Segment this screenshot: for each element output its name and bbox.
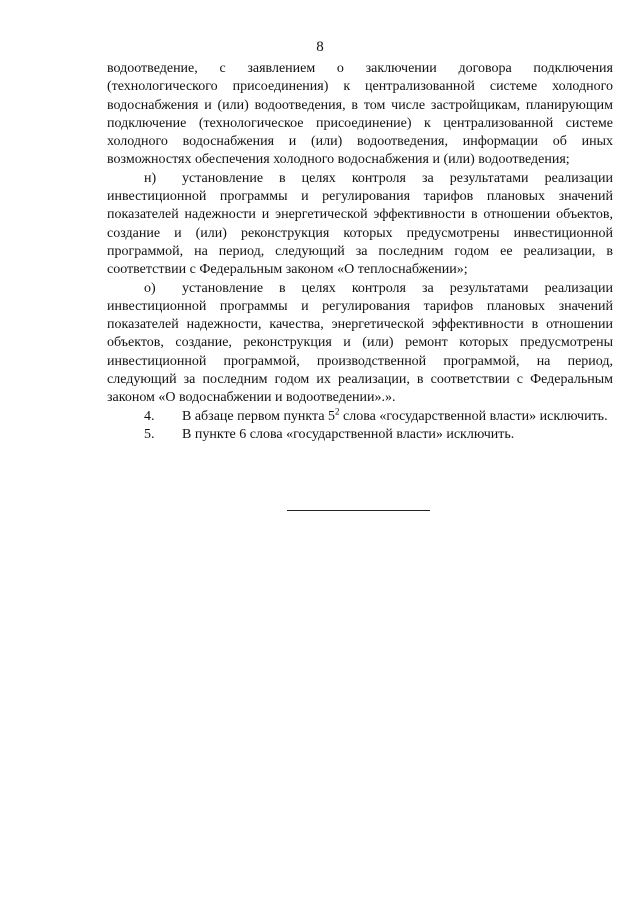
paragraph-continuation: водоотведение, с заявлением о заключении договора подключения (технологического присоединения) к централизованной системе холодного водоснабжения и (или) водоотведения, в том числе застройщикам, планирующим подключение (технологическое присоединение) к централизованной системе холодного водоснабжения и (или) водоотведения, информации об иных возможностях обеспечения холодного водоснабжения и (или) водоотведения; bbox=[107, 61, 613, 168]
item-4-text-after: слова «государственной власти» исключить. bbox=[339, 408, 608, 424]
paragraph-item-4 bbox=[107, 405, 613, 426]
item-4-marker: 4. bbox=[144, 408, 155, 424]
item-n-marker: н) bbox=[144, 170, 157, 186]
end-of-document-rule bbox=[287, 510, 430, 511]
item-o-text: установление в целях контроля за результатами реализации инвестиционной программы и регулирования тарифов плановых значений показателей надежности, качества, энергетической эффективности в отношении объектов, создание, реконструкция и (или) ремонт которых предусмотрены инвестиционной программой, производственной программой, на период, следующий за последним годом их реализации, в соответствии с Федеральным законом «О водоснабжении и водоотведении».». bbox=[107, 280, 613, 406]
item-4-text-before: В абзаце первом пункта 5 bbox=[182, 408, 336, 424]
item-o-marker: о) bbox=[144, 280, 156, 296]
paragraph-item-5 bbox=[107, 426, 613, 444]
page-number: 8 bbox=[316, 39, 324, 55]
item-5-text: В пункте 6 слова «государственной власти» исключить. bbox=[182, 426, 515, 442]
document-body bbox=[107, 60, 613, 444]
item-n-text: установление в целях контроля за результатами реализации инвестиционной программы и регулирования тарифов плановых значений показателей надежности и энергетической эффективности в отношении объектов, создание и (или) реконструкция которых предусмотрены инвестиционной программой, на период, следующий за последним годом ее реализации, в соответствии с Федеральным законом «О теплоснабжении»; bbox=[107, 170, 613, 278]
item-5-marker: 5. bbox=[144, 426, 155, 442]
item-4-superscript: 2 bbox=[335, 405, 340, 416]
paragraph-item-o bbox=[107, 280, 613, 408]
paragraph-item-n bbox=[107, 170, 613, 280]
